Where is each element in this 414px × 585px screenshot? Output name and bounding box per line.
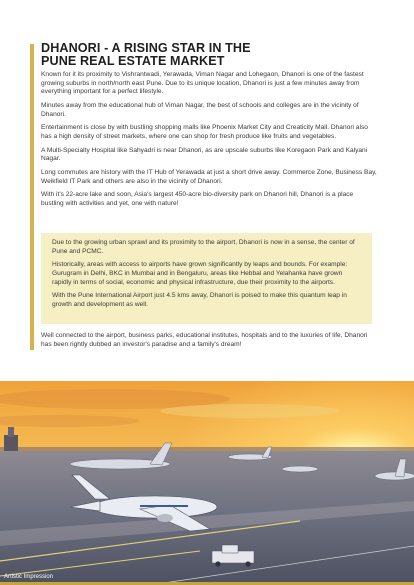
paragraph: With it's 22-acre lake and soon, Asia's largest 450-acre bio-diversity park on Dhanori hill, Dhanori is a place bustling with activities and yet, one with nature! xyxy=(41,191,354,208)
callout-paragraph: Historically, areas with access to airports have grown significantly by leaps and bounds. For example: Gurugram in Delhi, BKC in Mumbai and in Bengaluru, areas like Hebbal and Yelahanka have grown rapidly in terms of social, economic and physical infrastructure, due their proximity to the airports. xyxy=(52,261,348,286)
paragraph: A Multi-Specialty Hospital like Sahyadri is near Dhanori, as are upscale suburbs like Koregaon Park and Kalyani Nagar. xyxy=(41,146,368,163)
callout-paragraph: With the Pune International Airport just 4.5 kms away, Dhanori is poised to make this quantum leap in growth and development as well. xyxy=(52,292,347,308)
paragraph: Entertainment is close by with bustling shopping malls like Phoenix Market City and Creaticity Mall. Dhanori also has a high density of street markets, where one can shop for fresh produce like fruits and vegetables. xyxy=(41,124,368,140)
title-accent-bar xyxy=(30,44,34,350)
page-heading xyxy=(41,42,381,68)
airport-sunset-image xyxy=(0,381,414,585)
heading-line-1: DHANORI - A RISING STAR IN THE xyxy=(41,41,251,55)
image-caption: Artistic Impression xyxy=(4,574,54,580)
callout-paragraph: Due to the growing urban sprawl and its proximity to the airport, Dhanori is now in a sense, the center of Pune and PCMC. xyxy=(52,239,355,255)
heading-line-2: PUNE REAL ESTATE MARKET xyxy=(41,54,225,68)
paragraph: Long commutes are history with the IT Hub of Yerawada at just a short drive away. Commerce Zone, Business Bay, Weikfield IT Park and others are also in the vicinity of Dhanori. xyxy=(41,169,377,185)
paragraph: Known for it its proximity to Vishrantwadi, Yerawada, Viman Nagar and Lohegaon, Dhanori is one of the fastest growing suburbs in north/north east Pune. Due to its unique location, Dhanori is just a few minutes away from everything important for a perfect lifestyle. xyxy=(41,71,364,96)
body-text xyxy=(41,71,377,214)
highlight-box xyxy=(41,233,372,324)
paragraph: Minutes away from the educational hub of Viman Nagar, the best of schools and colleges are in the vicinity of Dhanori. xyxy=(41,101,359,118)
closing-paragraph: Well connected to the airport, business parks, educational institutes, hospitals and to the luxuries of life, Dhanori has been rightly dubbed an investor's paradise and a family's dream! xyxy=(41,332,368,348)
